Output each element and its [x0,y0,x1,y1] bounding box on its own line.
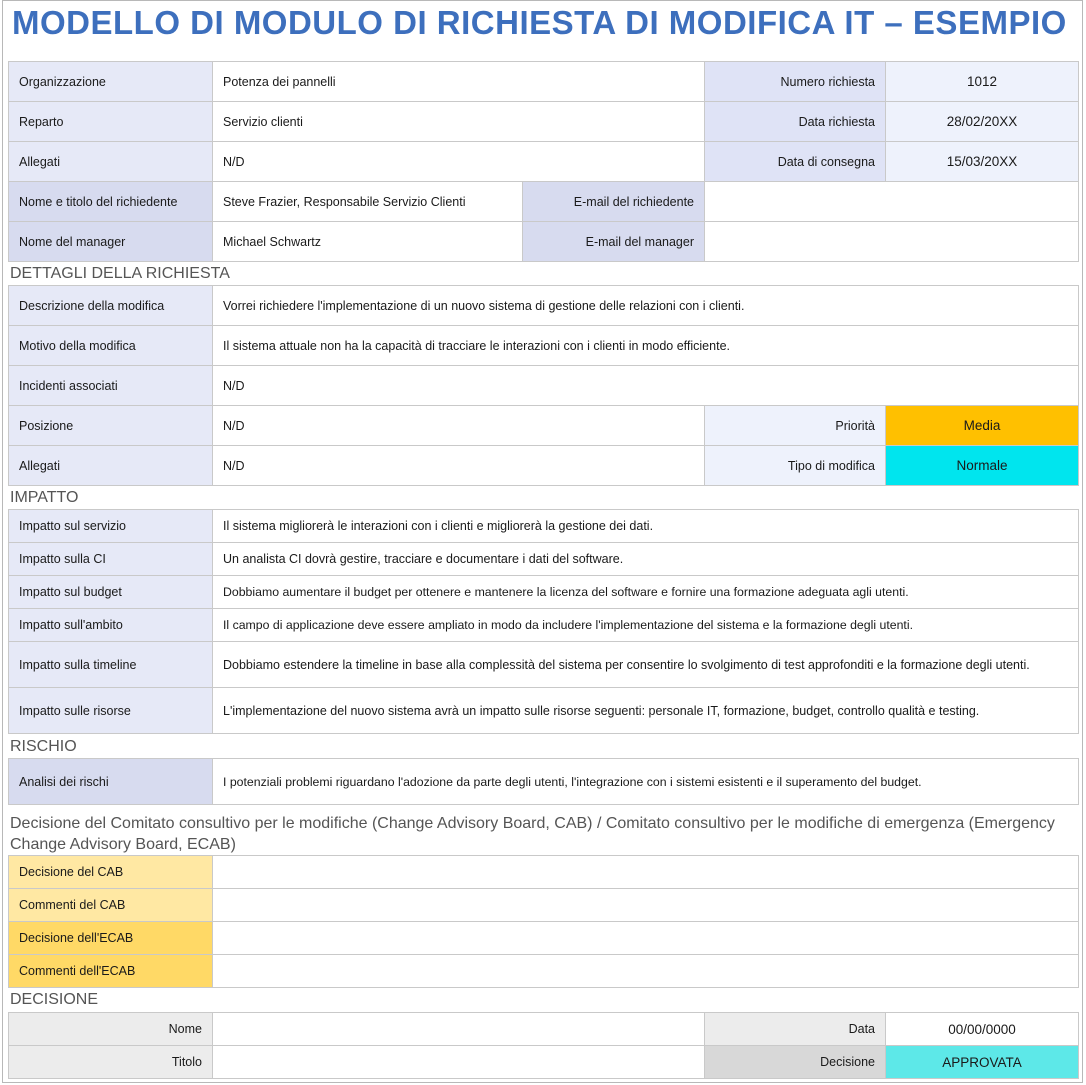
section-decisione-heading: DECISIONE [10,991,99,1008]
section-impatto-heading: IMPATTO [10,489,79,506]
allegati-label: Allegati [9,142,213,182]
descrizione-value[interactable]: Vorrei richiedere l'implementazione di un nuovo sistema di gestione delle relazioni con i clienti. [213,286,1079,326]
email-manager-label: E-mail del manager [523,222,705,262]
header-table [8,61,1079,262]
richiedente-label: Nome e titolo del richiedente [9,182,213,222]
decisione-table [8,1012,1079,1079]
incidenti-label: Incidenti associati [9,366,213,406]
page-title: MODELLO DI MODULO DI RICHIESTA DI MODIFICA IT – ESEMPIO [12,4,1067,41]
nome-label: Nome [9,1013,213,1046]
titolo-value[interactable] [213,1046,705,1079]
impatto-servizio-label: Impatto sul servizio [9,510,213,543]
posizione-value[interactable]: N/D [213,406,705,446]
dettagli-table [8,285,1079,486]
decisione-cab-value[interactable] [213,856,1079,889]
analisi-rischi-label: Analisi dei rischi [9,759,213,805]
organizzazione-label: Organizzazione [9,62,213,102]
allegati-dettagli-value[interactable]: N/D [213,446,705,486]
impatto-timeline-label: Impatto sulla timeline [9,642,213,688]
decisione-ecab-value[interactable] [213,922,1079,955]
impatto-ci-value[interactable]: Un analista CI dovrà gestire, tracciare e documentare i dati del software. [213,543,1079,576]
posizione-label: Posizione [9,406,213,446]
impatto-risorse-value[interactable]: L'implementazione del nuovo sistema avrà un impatto sulle risorse seguenti: personale IT, formazione, budget, controllo qualità e testing. [213,688,1079,734]
allegati-dettagli-label: Allegati [9,446,213,486]
numero-richiesta-label: Numero richiesta [705,62,886,102]
impatto-budget-value[interactable]: Dobbiamo aumentare il budget per ottenere e mantenere la licenza del software e fornire una formazione adeguata agli utenti. [213,576,1079,609]
impatto-budget-label: Impatto sul budget [9,576,213,609]
analisi-rischi-value[interactable]: I potenziali problemi riguardano l'adozione da parte degli utenti, l'integrazione con i sistemi esistenti e il superamento del budget. [213,759,1079,805]
incidenti-value[interactable]: N/D [213,366,1079,406]
data-richiesta-value[interactable]: 28/02/20XX [886,102,1079,142]
impatto-table [8,509,1079,734]
reparto-value[interactable]: Servizio clienti [213,102,705,142]
impatto-ci-label: Impatto sulla CI [9,543,213,576]
tipo-modifica-label: Tipo di modifica [705,446,886,486]
email-richiedente-value[interactable] [705,182,1079,222]
section-rischio-heading: RISCHIO [10,738,77,755]
impatto-timeline-value[interactable]: Dobbiamo estendere la timeline in base alla complessità del sistema per consentire lo svolgimento di test approfonditi e la formazione degli utenti. [213,642,1079,688]
cab-table [8,855,1079,988]
manager-label: Nome del manager [9,222,213,262]
richiedente-value[interactable]: Steve Frazier, Responsabile Servizio Clienti [213,182,523,222]
commenti-cab-value[interactable] [213,889,1079,922]
priorita-value[interactable]: Media [886,406,1079,446]
commenti-ecab-label: Commenti dell'ECAB [9,955,213,988]
decisione-cab-label: Decisione del CAB [9,856,213,889]
commenti-ecab-value[interactable] [213,955,1079,988]
impatto-servizio-value[interactable]: Il sistema migliorerà le interazioni con i clienti e migliorerà la gestione dei dati. [213,510,1079,543]
organizzazione-value[interactable]: Potenza dei pannelli [213,62,705,102]
descrizione-label: Descrizione della modifica [9,286,213,326]
data-richiesta-label: Data richiesta [705,102,886,142]
impatto-risorse-label: Impatto sulle risorse [9,688,213,734]
section-dettagli-heading: DETTAGLI DELLA RICHIESTA [10,265,230,282]
tipo-modifica-value[interactable]: Normale [886,446,1079,486]
impatto-ambito-value[interactable]: Il campo di applicazione deve essere ampliato in modo da includere l'implementazione del sistema e la formazione degli utenti. [213,609,1079,642]
data-label: Data [705,1013,886,1046]
rischio-table [8,758,1079,805]
email-manager-value[interactable] [705,222,1079,262]
email-richiedente-label: E-mail del richiedente [523,182,705,222]
priorita-label: Priorità [705,406,886,446]
commenti-cab-label: Commenti del CAB [9,889,213,922]
decisione-value[interactable]: APPROVATA [886,1046,1079,1079]
titolo-label: Titolo [9,1046,213,1079]
allegati-value[interactable]: N/D [213,142,705,182]
reparto-label: Reparto [9,102,213,142]
data-consegna-label: Data di consegna [705,142,886,182]
nome-value[interactable] [213,1013,705,1046]
decisione-label: Decisione [705,1046,886,1079]
motivo-label: Motivo della modifica [9,326,213,366]
section-cab-heading: Decisione del Comitato consultivo per le modifiche (Change Advisory Board, CAB) / Comitato consultivo per le modifiche di emergenza (Emergency Change Advisory Board, ECAB) [10,815,1055,853]
motivo-value[interactable]: Il sistema attuale non ha la capacità di tracciare le interazioni con i clienti in modo efficiente. [213,326,1079,366]
data-consegna-value[interactable]: 15/03/20XX [886,142,1079,182]
data-value[interactable]: 00/00/0000 [886,1013,1079,1046]
impatto-ambito-label: Impatto sull'ambito [9,609,213,642]
decisione-ecab-label: Decisione dell'ECAB [9,922,213,955]
manager-value[interactable]: Michael Schwartz [213,222,523,262]
numero-richiesta-value[interactable]: 1012 [886,62,1079,102]
